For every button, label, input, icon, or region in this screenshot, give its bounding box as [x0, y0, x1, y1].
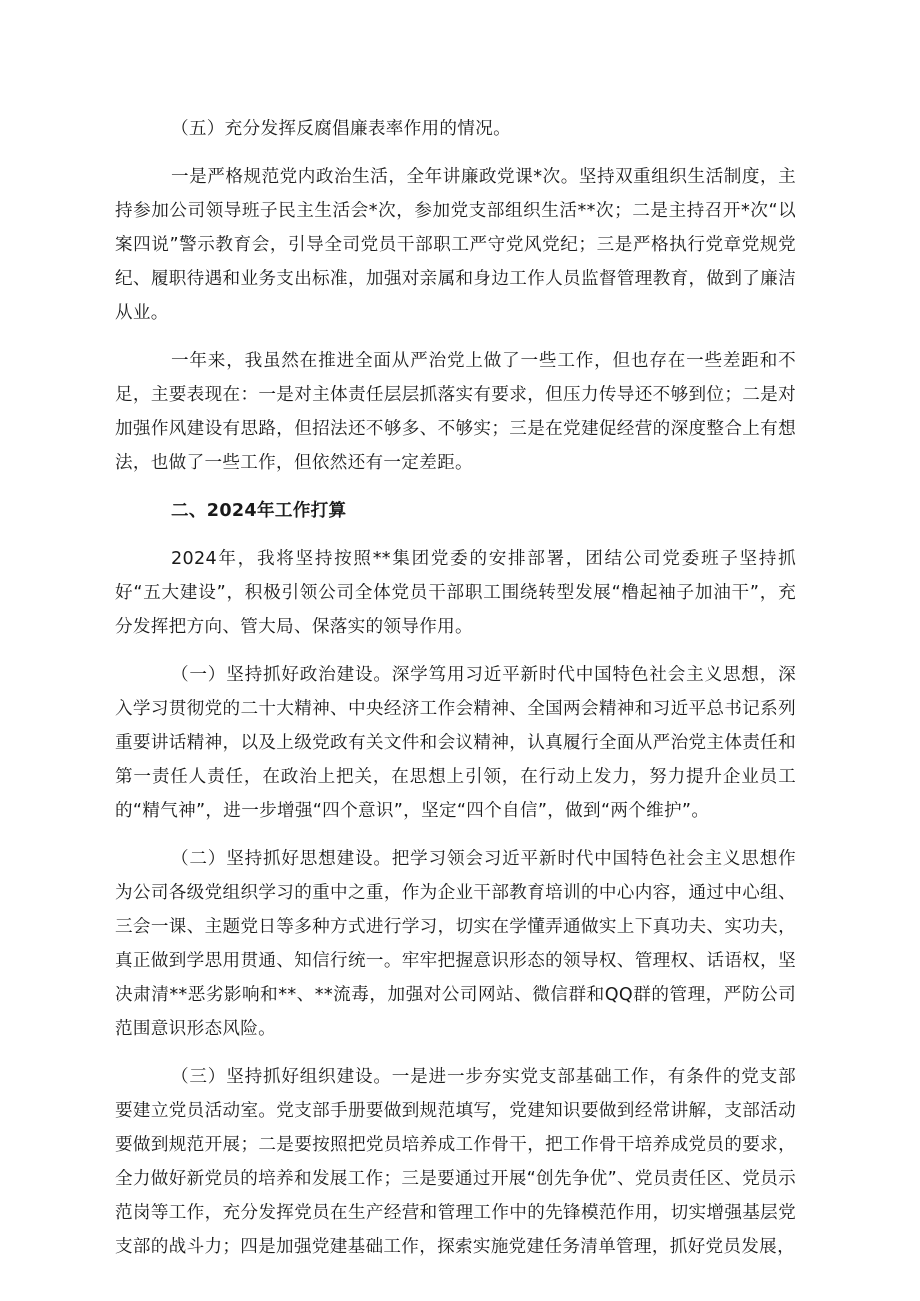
paragraph-integrity: 一是严格规范党内政治生活，全年讲廉政党课*次。坚持双重组织生活制度，主持参加公司领导班子民主生活会*次，参加党支部组织生活**次；二是主持召开*次“以案四说”警示教育会，引导全司党员干部职工严守党风党纪；三是严格执行党章党规党纪、履职待遇和业务支出标准，加强对亲属和身边工作人员监督管理教育，做到了廉洁从业。 — [115, 167, 796, 323]
section-subheading-5: （五）充分发挥反腐倡廉表率作用的情况。 — [171, 119, 511, 139]
paragraph-ideological-building: （二）坚持抓好思想建设。把学习领会习近平新时代中国特色社会主义思想作为公司各级党组织学习的重中之重，作为企业干部教育培训的中心内容，通过中心组、三会一课、主题党日等多种方式进行学习，切实在学懂弄通做实上下真功夫、实功夫，真正做到学思用贯通、知信行统一。牢牢把握意识形态的领导权、管理权、话语权，坚决肃清**恶劣影响和**、**流毒，加强对公司网站、微信群和QQ群的管理，严防公司范围意识形态风险。 — [115, 849, 796, 1039]
paragraph-organizational-building: （三）坚持抓好组织建设。一是进一步夯实党支部基础工作，有条件的党支部要建立党员活动室。党支部手册要做到规范填写，党建知识要做到经常讲解，支部活动要做到规范开展；二是要按照把党员培养成工作骨干，把工作骨干培养成党员的要求，全力做好新党员的培养和发展工作；三是要通过开展“创先争优”、党员责任区、党员示范岗等工作，充分发挥党员在生产经营和管理工作中的先锋模范作用，切实增强基层党支部的战斗力；四是加强党建基础工作，探索实施党建任务清单管理，抓好党员发展， — [115, 1067, 796, 1257]
paragraph-2024-intro: 2024年，我将坚持按照**集团党委的安排部署，团结公司党委班子坚持抓好“五大建设”，积极引领公司全体党员干部职工围绕转型发展“橹起袖子加油干”，充分发挥把方向、管大局、保落实的领导作用。 — [115, 549, 796, 637]
section-heading-2024-plan: 二、2024年工作打算 — [171, 501, 347, 521]
paragraph-shortcomings: 一年来，我虽然在推进全面从严治党上做了一些工作，但也存在一些差距和不足，主要表现在：一是对主体责任层层抓落实有要求，但压力传导还不够到位；二是对加强作风建设有思路，但招法还不够多、不够实；三是在党建促经营的深度整合上有想法，也做了一些工作，但依然还有一定差距。 — [115, 351, 796, 473]
paragraph-political-building: （一）坚持抓好政治建设。深学笃用习近平新时代中国特色社会主义思想，深入学习贯彻党的二十大精神、中央经济工作会精神、全国两会精神和习近平总书记系列重要讲话精神，以及上级党政有关文件和会议精神，认真履行全面从严治党主体责任和第一责任人责任，在政治上把关，在思想上引领，在行动上发力，努力提升企业员工的“精气神”，进一步增强“四个意识”，坚定“四个自信”，做到“两个维护”。 — [115, 665, 796, 821]
